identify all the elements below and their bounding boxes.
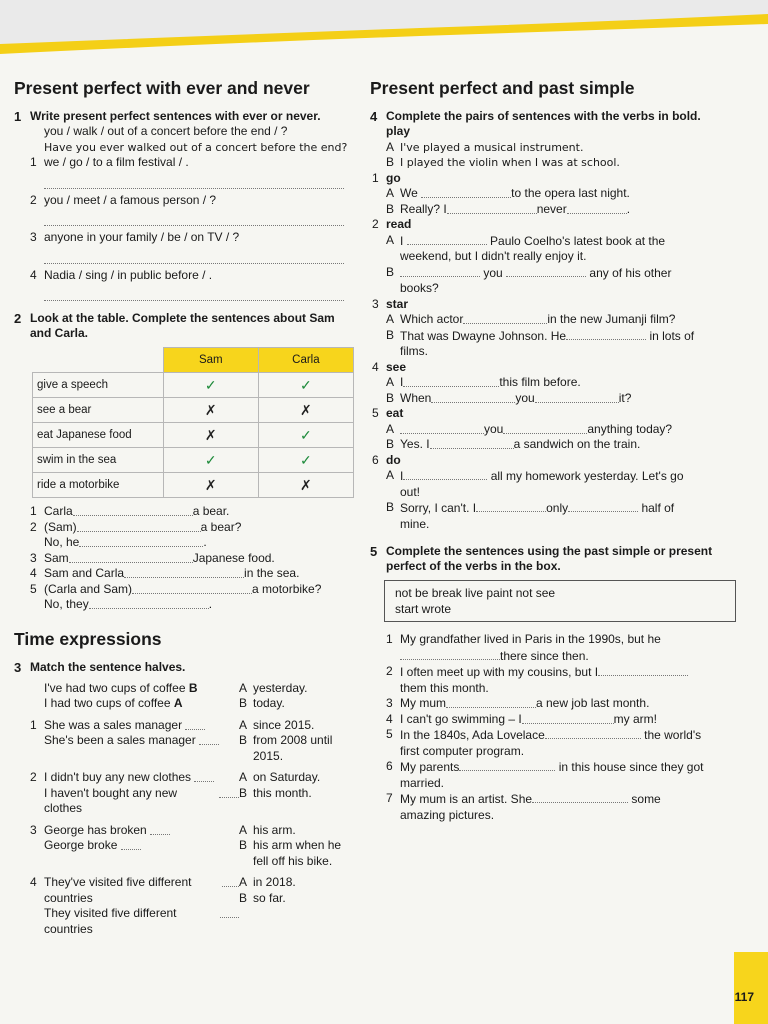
table-row: swim in the sea ✓ ✓ <box>33 448 354 473</box>
match-group: 4 They've visited five different countries They visited five different countries A in 2018. B so far. <box>30 875 296 936</box>
list-item: 5 In the 1840s, Ada Lovelace the world's first computer program. <box>386 727 702 758</box>
exercise-4-body: play A I've played a musical instrument. B I played the violin when I was at school. 1 go A We to the opera last night. B Really? I never . 2 read A I Paulo Coelho's latest book at the weekend, but I didn't really enjoy it. B you any of his other books? 3 star A Which actor in the new Jumanji film? B That was Dwayne Johnson. He in lots of films. 4 see A I this film before. B When you it? 5 eat A you anything today? B Yes. I a sandwich on the train. 6 do A I all my homework yesterday. Let's go out! B Sorry, I can't. I only half of mine. <box>370 124 746 532</box>
exercise-2-instruction: 2 Look at the table. Complete the sentences about Sam and Carla. <box>14 311 335 340</box>
sam-carla-table <box>32 347 354 498</box>
page-number: 117 <box>734 990 754 1004</box>
match-group: I've had two cups of coffee B I had two cups of coffee A A yesterday. B today. <box>44 680 308 710</box>
exercise-5-instruction: 5 Complete the sentences using the past simple or present perfect of the verbs in the box. <box>370 544 713 573</box>
list-item: 2 I often meet up with my cousins, but I them this month. <box>386 664 746 696</box>
list-item: 4 I can't go swimming – I my arm! <box>386 711 658 726</box>
list-item: 1 My grandfather lived in Paris in the 1990s, but he there since then. <box>386 632 661 663</box>
table-row: see a bear ✗ ✗ <box>33 398 354 423</box>
exercise-4-instruction: 4 Complete the pairs of sentences with the verbs in bold. <box>370 109 701 124</box>
exercise-3-instruction: 3 Match the sentence halves. <box>14 659 186 675</box>
exercise-1-item: 1 we / go / to a film festival / . <box>14 155 354 189</box>
list-item: 3 Sam Japanese food. <box>30 550 275 565</box>
list-item: 3 My mum a new job last month. <box>386 696 650 710</box>
verb-box: not be break live paint not see start wrote <box>384 580 736 622</box>
list-item: 7 My mum is an artist. She some amazing pictures. <box>386 791 661 822</box>
match-group: 2 I didn't buy any new clothes I haven't bought any new clothes A on Saturday. B this month. <box>30 770 321 815</box>
exercise-5-items <box>370 632 746 823</box>
list-item: 6 My parents in this house since they got married. <box>386 759 704 790</box>
top-decoration <box>0 0 768 64</box>
section-title-present-perfect-past-simple: Present perfect and past simple <box>370 78 635 98</box>
answer-line[interactable] <box>44 285 344 301</box>
list-item: No, they . <box>44 597 213 611</box>
list-item: 5 (Carla and Sam) a motorbike? <box>30 581 322 596</box>
table-row: give a speech ✓ ✓ <box>33 373 354 398</box>
exercise-1-item: 2 you / meet / a famous person / ? <box>14 193 354 227</box>
section-title-ever-never: Present perfect with ever and never <box>14 78 310 98</box>
list-item: 4 Sam and Carla in the sea. <box>30 566 300 580</box>
table-header-sam: Sam <box>163 348 258 373</box>
table-row: ride a motorbike ✗ ✗ <box>33 473 354 498</box>
exercise-1-item: 3 anyone in your family / be / on TV / ? <box>14 230 354 264</box>
list-item: 1 Carla a bear. <box>30 504 230 518</box>
list-item: 2 (Sam) a bear? <box>30 519 242 534</box>
match-group: 1 She was a sales manager She's been a sales manager A since 2015. B from 2008 until 2015. <box>30 717 333 763</box>
list-item: No, he . <box>44 535 207 549</box>
page-corner-tab <box>734 952 768 1024</box>
exercise-1-example-prompt: you / walk / out of a concert before the end / ? <box>44 124 288 138</box>
section-title-time-expressions: Time expressions <box>14 628 162 649</box>
answer-line[interactable] <box>44 210 344 226</box>
answer-line[interactable] <box>44 248 344 264</box>
exercise-1-example-answer: Have you ever walked out of a concert before the end? <box>44 140 348 154</box>
exercise-3-matches <box>14 681 354 938</box>
table-row: eat Japanese food ✗ ✓ <box>33 423 354 448</box>
match-group: 3 George has broken George broke A his arm. B his arm when he fell off his bike. <box>30 822 342 868</box>
exercise-1-instruction: 1 Write present perfect sentences with ever or never. <box>14 109 321 124</box>
answer-line[interactable] <box>44 173 344 189</box>
table-header-carla: Carla <box>258 348 353 373</box>
exercise-1-item: 4 Nadia / sing / in public before / . <box>14 268 354 302</box>
exercise-2-sentences <box>14 504 354 613</box>
verb-label: play <box>386 124 411 138</box>
right-column <box>370 78 746 823</box>
left-column <box>14 78 354 943</box>
